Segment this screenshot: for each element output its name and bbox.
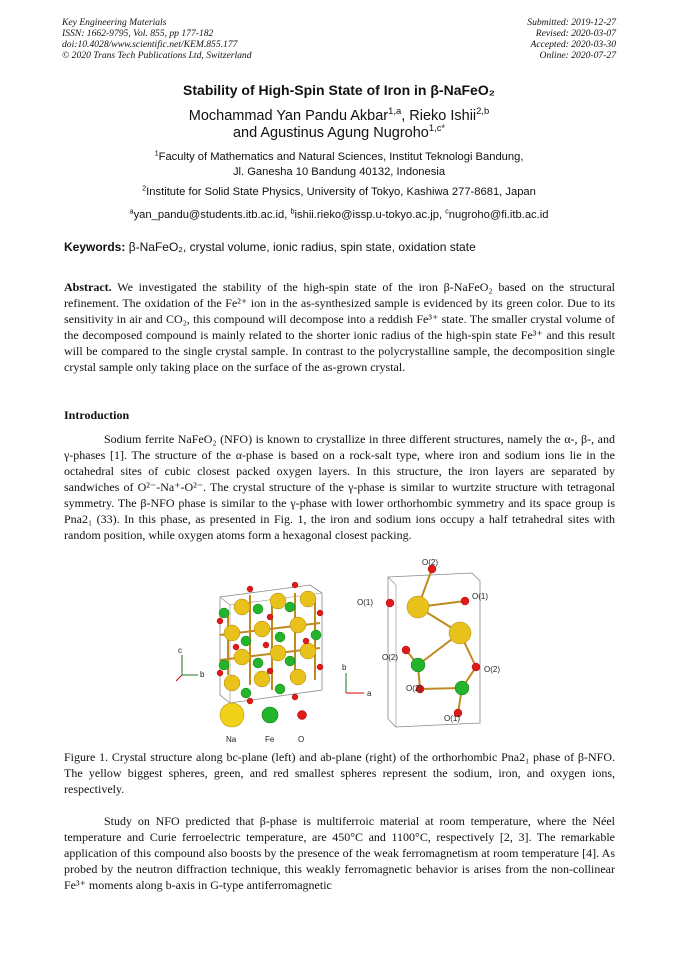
- left-structure-panel: [217, 582, 323, 704]
- right-structure-panel: [357, 558, 500, 727]
- right-axes: [342, 663, 372, 698]
- journal-copyright: © 2020 Trans Tech Publications Ltd, Switzerland: [62, 50, 252, 61]
- affiliation-1-line2: Jl. Ganesha 10 Bandung 40132, Indonesia: [232, 165, 446, 178]
- date-accepted: Accepted: 2020-03-30: [530, 39, 616, 50]
- label-o1-left: O(1): [357, 598, 373, 607]
- keywords-label: Keywords:: [64, 240, 126, 254]
- paper-title: Stability of High-Spin State of Iron in β-NaFeO₂: [183, 82, 495, 98]
- legend-na: Na: [226, 735, 237, 744]
- label-o1-right: O(1): [472, 592, 488, 601]
- label-o2-top: O(2): [422, 558, 438, 567]
- axis-a-right: a: [367, 689, 372, 698]
- axis-b-left: b: [200, 670, 205, 679]
- label-o2-low: O(2): [406, 684, 422, 693]
- email-c[interactable]: nugroho@fi.itb.ac.id: [448, 209, 549, 221]
- intro-paragraph-2: [64, 813, 615, 893]
- label-o1-bottom: O(1): [444, 714, 460, 723]
- dates-info: [527, 17, 616, 61]
- author-1: Mochammad Yan Pandu Akbar: [188, 108, 389, 124]
- affiliation-2-text: Institute for Solid State Physics, University of Tokyo, Kashiwa 277-8681, Japan: [146, 186, 536, 198]
- date-revised: Revised: 2020-03-07: [535, 28, 616, 39]
- legend-fe: Fe: [265, 735, 275, 744]
- abstract: [64, 279, 615, 375]
- keywords-text: β-NaFeO₂, crystal volume, ionic radius, spin state, oxidation state: [128, 240, 476, 254]
- author-list: [0, 105, 678, 142]
- axis-c-left: c: [178, 646, 182, 655]
- journal-info: [62, 17, 252, 61]
- axis-b-right: b: [342, 663, 347, 672]
- abstract-text: We investigated the stability of the high-spin state of the iron β-NaFeO₂ based on the structural refinement. The oxidation of the Fe²⁺ ion in the as-synthesized sample is evidenced by its green color. Due to its sensitivity in air and CO₂, this compound will decompose into a reddish Fe³⁺ state. The smaller crystal volume of the decomposed compound is mainly related to the shorter ionic radius of the high-spin state Fe³⁺ and this result will be compared to the single crystal sample. In contrast to the polycrystalline sample, the decomposition single crystal sample only taking place on the surface of the as-grown crystal.: [64, 280, 615, 374]
- label-o2-mid-right: O(2): [484, 665, 500, 674]
- affiliation-1: $^1$Faculty of Mathematics and Natural Sciences, Institut Teknologi Bandung, Jl. Ganesha 10 Bandung 40132, Indonesia: [154, 148, 524, 178]
- email-b[interactable]: ishii.rieko@issp.u-tokyo.ac.jp: [294, 209, 439, 221]
- journal-doi: doi:10.4028/www.scientific.net/KEM.855.177: [62, 39, 238, 50]
- author-3-sup: 1,c*: [428, 122, 446, 134]
- left-axes: [176, 646, 205, 681]
- label-o2-mid-left: O(2): [382, 653, 398, 662]
- date-online: Online: 2020-07-27: [539, 50, 616, 61]
- figure-caption: [64, 749, 615, 797]
- journal-name: Key Engineering Materials: [62, 17, 167, 28]
- atom-legend: [220, 703, 307, 744]
- affiliation-1-line1: Faculty of Mathematics and Natural Sciences, Institut Teknologi Bandung,: [158, 151, 524, 163]
- legend-o: O: [298, 735, 305, 744]
- keywords: [64, 240, 476, 254]
- section-heading-introduction: Introduction: [64, 408, 130, 422]
- email-a[interactable]: yan_pandu@students.itb.ac.id: [133, 209, 285, 221]
- journal-issn: ISSN: 1662-9795, Vol. 855, pp 177-182: [62, 28, 214, 39]
- intro-p1-text: Sodium ferrite NaFeO₂ (NFO) is known to crystallize in three different structures, namely the α-, β-, and γ-phases [1]. The structure of the α-phase is based on a rock-salt type, where iron and sodium ions lie in the octahedral sites of cubic closest packed oxygen layers. In this structure, the iron layers are separated by sandwiches of O²⁻-Na⁺-O²⁻. The crystal structure of the γ-phase is similar to wurtzite structure with tetragonal symmetry. The β-NFO phase is similar to the γ-phase with lower orthorhombic symmetry and its space group is Pna2₁ (33). In this phase, as presented in Fig. 1, the iron and sodium ions occupy a half tetrahedral sites with random position, while oxygen atoms form a hexagonal closest packing.: [64, 432, 615, 542]
- abstract-label: Abstract.: [64, 280, 112, 294]
- emails: $^a$yan_pandu@students.itb.ac.id, $^b$ishii.rieko@issp.u-tokyo.ac.jp, $^c$nugroho@fi.itb.ac.id: [129, 206, 549, 221]
- crystal-structure-figure: [150, 555, 550, 755]
- intro-p2-text: Study on NFO predicted that β-phase is multiferroic material at room temperature, where the Néel temperature and Curie ferroelectric temperature, are 450°C and 1100°C, respectively [2, 3]. The remarkable application of this compound also boosts by the presence of the weak ferromagnetism at room temperature [4]. As probed by the neutron diffraction technique, this weakly ferromagnetic behavior is arises from the non-collinear Fe³⁺ moments along b-axis in G-type antiferromagnetic: [64, 814, 615, 892]
- figure-caption-text: Figure 1. Crystal structure along bc-plane (left) and ab-plane (right) of the orthorhombic Pna2₁ phase of β-NFO. The yellow biggest spheres, green, and red smallest spheres represent the sodium, iron, and oxygen ions, respectively.: [64, 750, 615, 796]
- intro-paragraph-1: [64, 431, 615, 543]
- author-2-sup: 2,b: [476, 105, 490, 117]
- affiliation-2: $^2$Institute for Solid State Physics, University of Tokyo, Kashiwa 277-8681, Japan: [142, 183, 536, 198]
- author-1-sup: 1,a: [388, 105, 402, 117]
- date-submitted: Submitted: 2019-12-27: [527, 17, 616, 28]
- author-3: and Agustinus Agung Nugroho: [232, 125, 429, 141]
- author-2: , Rieko Ishii: [401, 108, 477, 124]
